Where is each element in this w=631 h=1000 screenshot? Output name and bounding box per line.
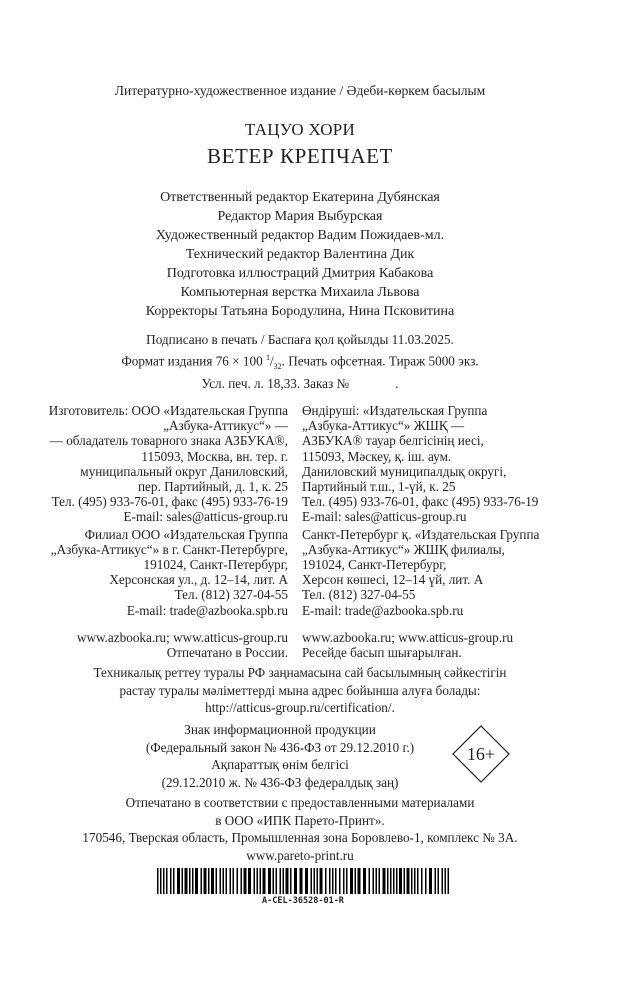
text-line: 191024, Санкт-Петербург, — [302, 557, 447, 573]
age-rating-badge — [452, 725, 510, 783]
barcode-bar — [339, 868, 341, 894]
text-line: Ақпараттық өнім белгісі — [211, 757, 349, 773]
barcode-bar — [390, 868, 392, 894]
text-line: E-mail: trade@azbooka.spb.ru — [302, 602, 464, 618]
barcode-bar — [417, 868, 419, 894]
website-links: www.azbooka.ru; www.atticus-group.ru — [302, 629, 514, 645]
barcode-bar — [173, 868, 175, 894]
text-line: Отпечатано в России. — [166, 645, 288, 661]
text-line: в ООО «ИПК Парето-Принт». — [215, 812, 385, 828]
barcode-bar — [300, 868, 303, 894]
barcode-bar — [273, 868, 275, 894]
printer-website: www.pareto-print.ru — [246, 847, 354, 863]
text-line: Тел. (495) 933-76-01, факс (495) 933-76-19 — [51, 494, 288, 510]
signed-date: Подписано в печать / Баспаға қол қойылды 11.03.2025. — [146, 332, 454, 347]
barcode-bar — [263, 868, 266, 894]
text-line: растау туралы мәліметтерді мына адрес бойынша алуға болады: — [119, 682, 481, 698]
barcode-bar — [429, 868, 432, 894]
text-line: „Азбука-Аттикус“» ЖШҚ филиалы, — [302, 541, 505, 557]
text-line: Даниловский муниципалдық округі, — [302, 463, 507, 479]
barcode-bar — [320, 868, 323, 894]
barcode-bar — [399, 868, 402, 894]
text-line: E-mail: sales@atticus-group.ru — [302, 509, 467, 525]
barcode-bar — [157, 868, 159, 894]
text-line: 170546, Тверская область, Промышленная зона Боровлево-1, комплекс № 3А. — [82, 830, 518, 846]
text-line: Тел. (812) 327-04-55 — [174, 587, 288, 603]
format-line: Формат издания 76 × 100 $^1/_{32}$. Печать офсетная. Тираж 5000 экз. — [121, 352, 479, 371]
barcode-bar — [192, 868, 194, 894]
barcode-bar — [411, 868, 413, 894]
barcode-bar — [346, 868, 348, 894]
barcode-bar — [435, 868, 437, 894]
barcode-bar — [257, 868, 259, 894]
barcode-bar — [220, 868, 222, 894]
barcode-bar — [350, 868, 353, 894]
barcode-bar — [283, 868, 285, 894]
format-prefix: Формат издания 76 × 100 — [121, 352, 266, 368]
barcode-bar — [276, 868, 278, 894]
manufacturer-ru — [0, 403, 288, 660]
text-line: Херсон көшесі, 12–14 үй, лит. А — [302, 572, 484, 588]
barcode-bar — [280, 868, 282, 894]
barcode-bar — [379, 868, 381, 894]
credit-line: Художественный редактор Вадим Пожидаев-мл. — [155, 228, 445, 243]
text-line: Изготовитель: ООО «Издательская Группа — [48, 403, 288, 418]
printer-info — [0, 794, 600, 864]
barcode-bar — [355, 868, 357, 894]
website-links: www.azbooka.ru; www.atticus-group.ru — [76, 629, 288, 645]
credit-line: Ответственный редактор Екатерина Дубянская — [160, 190, 440, 205]
barcode-bar — [383, 868, 386, 894]
format-num: 1 — [266, 352, 270, 362]
credit-line: Технический редактор Валентина Дик — [185, 247, 415, 262]
credit-line: Компьютерная верстка Михаила Львова — [180, 285, 420, 300]
barcode-bar — [286, 868, 289, 894]
credits-list — [0, 188, 600, 321]
barcode-bar — [363, 868, 366, 894]
text-line: — обладатель товарного знака АЗБУКА®, — [49, 433, 288, 449]
barcode-bar — [254, 868, 256, 894]
barcode-bar — [211, 868, 214, 894]
tech-regulation-note — [0, 664, 600, 717]
barcode-bar — [393, 868, 395, 894]
barcode-bar — [294, 868, 297, 894]
barcode-bar — [244, 868, 247, 894]
text-line: Партийный т.ш., 1-үй, к. 25 — [302, 479, 456, 495]
barcode-bar — [414, 868, 416, 894]
text-line: Знак информационной продукции — [184, 722, 376, 737]
barcode-bar — [425, 868, 427, 894]
barcode-bar — [376, 868, 378, 894]
edition-type: Литературно-художественное издание / Әдеби-көркем басылым — [114, 83, 486, 98]
barcode-bar — [332, 868, 334, 894]
barcode-bar — [343, 868, 345, 894]
barcode-bar — [226, 868, 228, 894]
text-line: (Федеральный закон № 436-ФЗ от 29.12.2010 г.) — [145, 739, 415, 755]
barcode-bar — [335, 868, 337, 894]
imprint — [0, 331, 600, 393]
barcode-bar — [369, 868, 371, 894]
barcode-bar — [268, 868, 271, 894]
text-line: E-mail: trade@azbooka.spb.ru — [126, 602, 288, 618]
barcode-bar — [305, 868, 308, 894]
manufacturer-kz — [302, 403, 631, 660]
text-line: E-mail: sales@atticus-group.ru — [123, 509, 288, 525]
barcode-bar — [387, 868, 389, 894]
barcode-bar — [201, 868, 203, 894]
text-line: „Азбука-Аттикус“» — — [163, 418, 288, 434]
text-line: „Азбука-Аттикус“» ЖШҚ — — [302, 418, 465, 434]
author-name: ТАЦУО ХОРИ — [244, 120, 356, 139]
text-line: Ресейде басып шығарылған. — [302, 645, 462, 661]
barcode-bar — [223, 868, 225, 894]
barcode-bar — [166, 868, 168, 894]
text-line: Отпечатано в соответствии с предоставленными материалами — [125, 795, 475, 810]
text-line: муниципальный округ Даниловский, — [80, 463, 288, 479]
barcode-bar — [396, 868, 398, 894]
barcode-bar — [442, 868, 444, 894]
barcode — [157, 868, 449, 894]
barcode-bar — [237, 868, 239, 894]
barcode-bar — [204, 868, 207, 894]
barcode-bar — [290, 868, 292, 894]
text-line: Тел. (495) 933-76-01, факс (495) 933-76-19 — [302, 494, 539, 510]
barcode-bar — [189, 868, 191, 894]
barcode-bar — [208, 868, 210, 894]
text-line: Тел. (812) 327-04-55 — [302, 587, 416, 603]
certification-link: http://atticus-group.ru/certification/. — [205, 700, 395, 716]
barcode-bar — [233, 868, 235, 894]
format-suffix: . Печать офсетная. Тираж 5000 экз. — [281, 352, 479, 368]
credit-line: Редактор Мария Выбурская — [217, 209, 383, 224]
barcode-bar — [311, 868, 313, 894]
barcode-bar — [358, 868, 361, 894]
barcode-bar — [241, 868, 243, 894]
credit-line: Корректоры Татьяна Бородулина, Нина Псковитина — [145, 304, 455, 319]
text-line: АЗБУКА® тауар белгісінің иесі, — [302, 433, 484, 449]
text-line: 115093, Москва, вн. тер. г. — [141, 448, 288, 464]
barcode-bar — [160, 868, 162, 894]
text-line: пер. Партийный, д. 1, к. 25 — [137, 479, 288, 495]
barcode-bar — [182, 868, 184, 894]
text-line: 191024, Санкт-Петербург, — [143, 557, 288, 573]
credit-line: Подготовка иллюстраций Дмитрия Кабакова — [166, 266, 434, 281]
barcode-bar — [260, 868, 262, 894]
text-line: Херсонская ул., д. 12–14, лит. А — [109, 572, 288, 588]
barcode-bar — [177, 868, 180, 894]
barcode-bar — [314, 868, 316, 894]
barcode-bar — [248, 868, 251, 894]
book-title: ВЕТЕР КРЕПЧАЕТ — [207, 144, 393, 168]
barcode-bar — [216, 868, 218, 894]
barcode-bar — [421, 868, 423, 894]
barcode-bar — [373, 868, 375, 894]
format-den: 32 — [273, 361, 282, 371]
barcode-bar — [404, 868, 406, 894]
text-line: 115093, Мәскеу, қ. іш. аум. — [302, 448, 452, 464]
text-line: „Азбука-Аттикус“» в г. Санкт-Петербурге, — [50, 541, 288, 557]
barcode-bar — [438, 868, 440, 894]
text-line: Өндіруші: «Издательская Группа — [302, 403, 488, 418]
text-line: (29.12.2010 ж. № 436-ФЗ федералдық заң) — [161, 774, 399, 790]
order-line: Усл. печ. л. 18,33. Заказ № . — [201, 376, 399, 392]
barcode-bar — [407, 868, 410, 894]
barcode-bar — [325, 868, 327, 894]
barcode-bar — [448, 868, 450, 894]
barcode-bar — [329, 868, 331, 894]
barcode-bar — [230, 868, 232, 894]
barcode-bar — [195, 868, 198, 894]
barcode-bar — [163, 868, 165, 894]
text-line: Филиал ООО «Издательская Группа — [84, 526, 288, 542]
barcode-bar — [170, 868, 172, 894]
age-rating-text: 16+ — [466, 744, 496, 764]
barcode-bar — [185, 868, 188, 894]
barcode-bar — [445, 868, 447, 894]
text-line: Техникалық реттеу туралы РФ заңнамасына сай басылымның сәйкестігін — [93, 665, 507, 680]
text-line: Санкт-Петербург қ. «Издательская Группа — [302, 526, 540, 542]
barcode-bar — [317, 868, 319, 894]
barcode-code: A-CEL-36528-01-R — [262, 896, 344, 906]
